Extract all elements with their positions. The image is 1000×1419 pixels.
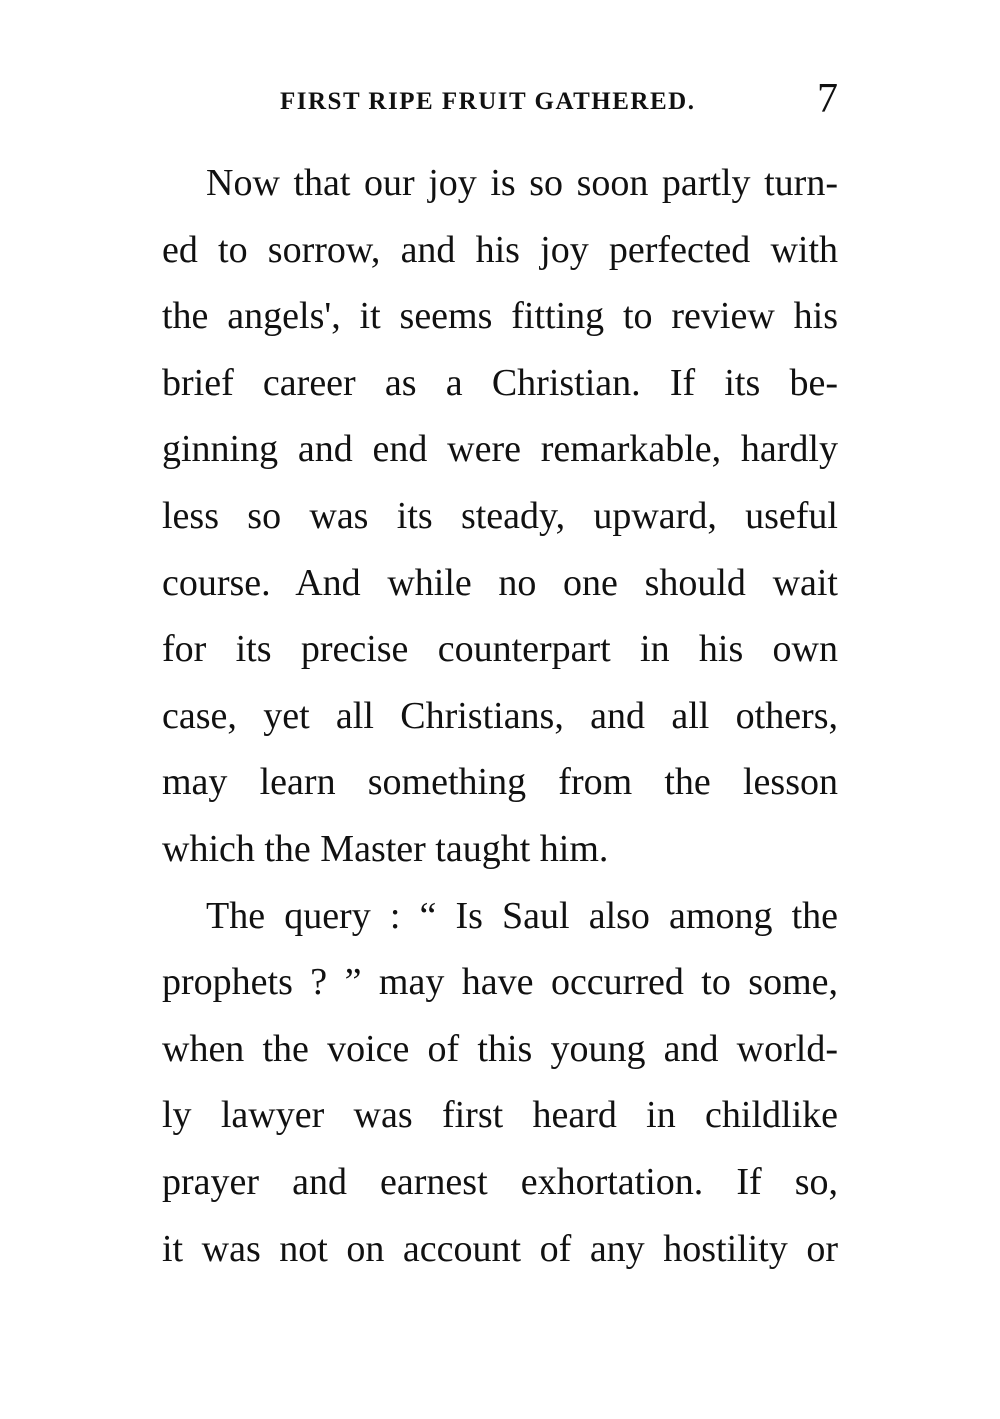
text-line: it was not on account of any hostility or — [162, 1227, 838, 1270]
text-line: prayer and earnest exhortation. If so, — [162, 1160, 838, 1203]
text-line: ly lawyer was first heard in childlike — [162, 1094, 838, 1137]
text-line: Now that our joy is so soon partly turn- — [206, 162, 838, 204]
text-line: may learn something from the lesson — [162, 761, 838, 804]
text-line: ginning and end were remarkable, hardly — [162, 428, 838, 471]
text-line: course. And while no one should wait — [162, 561, 838, 604]
text-line: less so was its steady, upward, useful — [162, 494, 838, 537]
running-title: FIRST RIPE FRUIT GATHERED. — [280, 88, 696, 115]
paragraph-1 — [162, 150, 838, 883]
body-text — [162, 150, 838, 1282]
paragraph-2 — [162, 883, 838, 1283]
page-number: 7 — [817, 76, 838, 122]
text-line: prophets ? ” may have occurred to some, — [162, 961, 838, 1004]
text-line: brief career as a Christian. If its be- — [162, 361, 838, 404]
text-line: case, yet all Christians, and all others, — [162, 694, 838, 737]
text-line: which the Master taught him. — [162, 827, 609, 870]
text-line: for its precise counterpart in his own — [162, 628, 838, 671]
text-line: The query : “ Is Saul also among the — [206, 894, 838, 937]
text-line: the angels', it seems fitting to review his — [162, 295, 838, 338]
text-line: when the voice of this young and world- — [162, 1027, 838, 1070]
running-head — [160, 78, 840, 128]
text-line: ed to sorrow, and his joy perfected with — [162, 228, 838, 271]
